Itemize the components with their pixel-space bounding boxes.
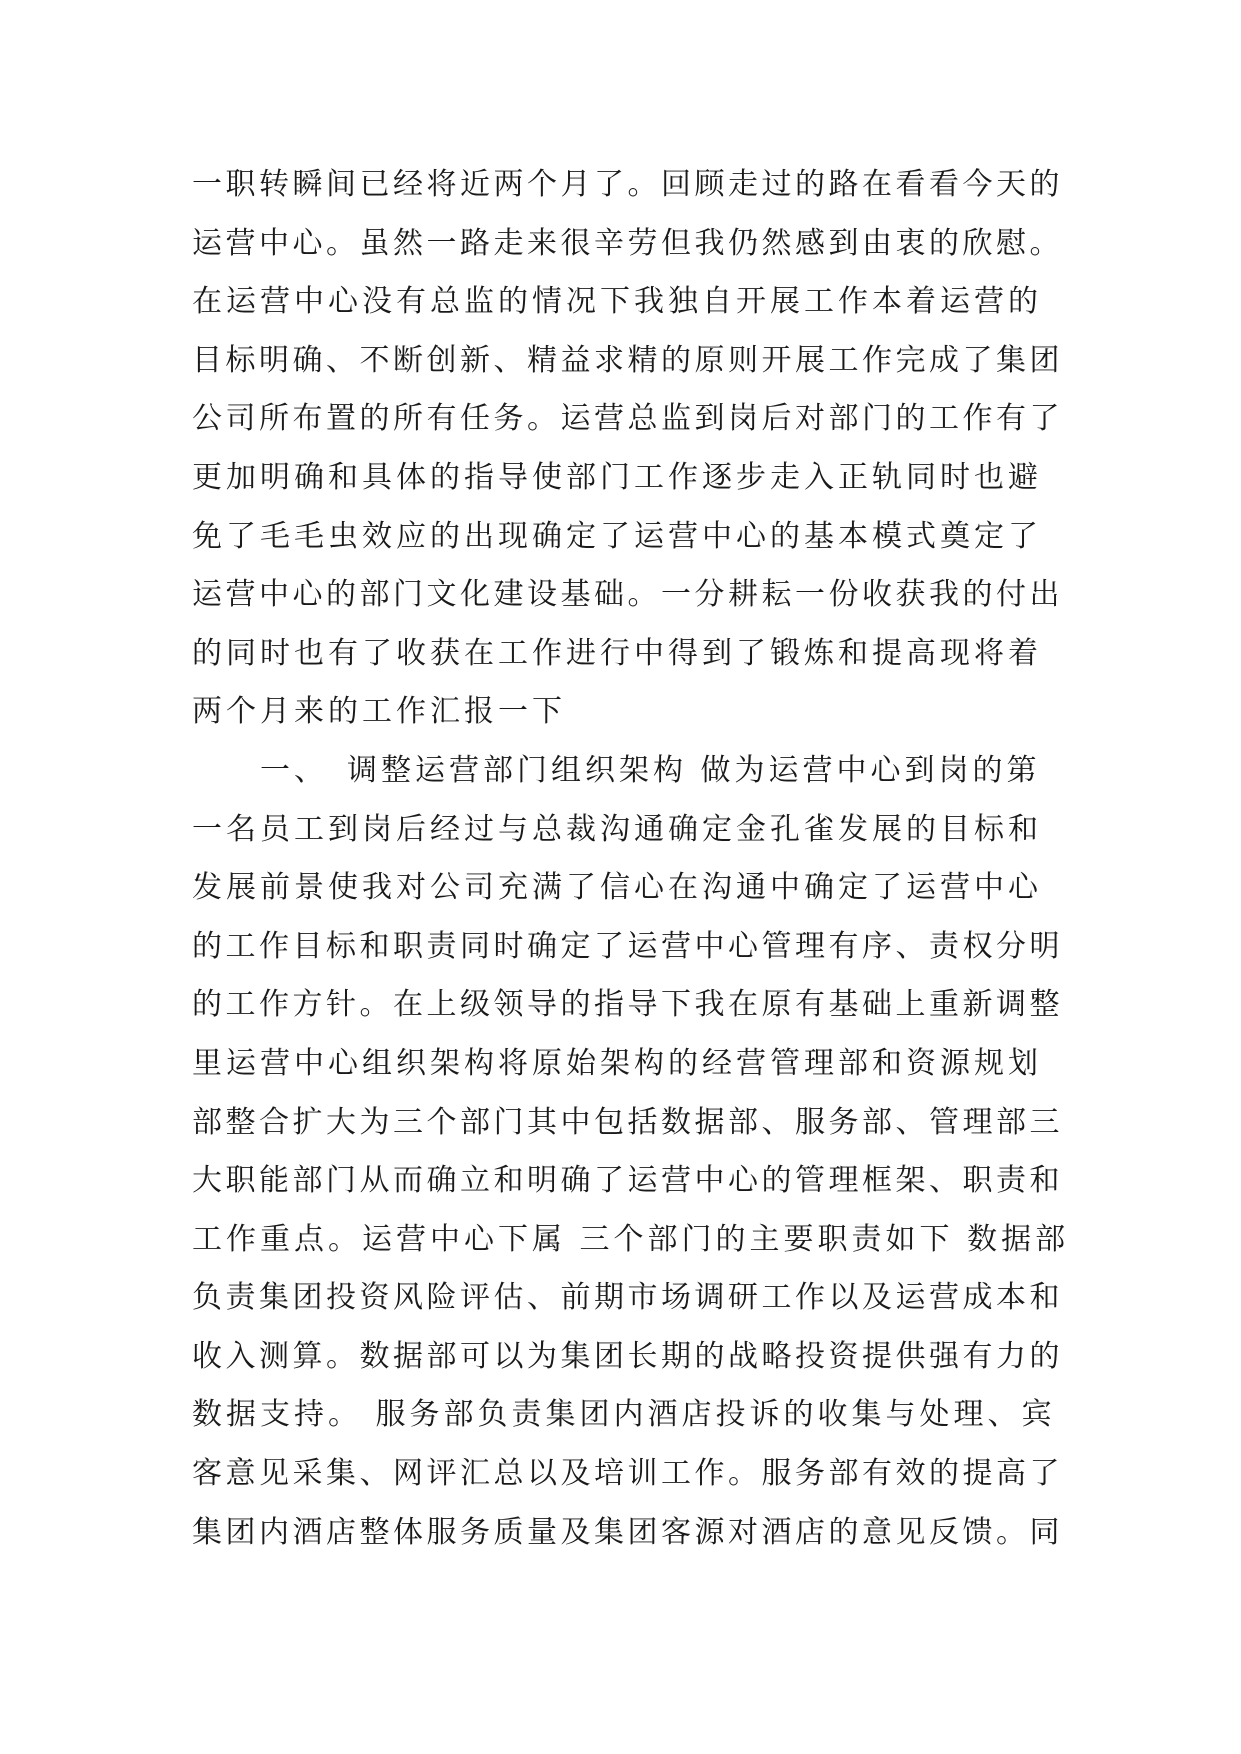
text-line: 部整合扩大为三个部门其中包括数据部、服务部、管理部三 [192, 1104, 1063, 1140]
text-line: 负责集团投资风险评估、前期市场调研工作以及运营成本和 [192, 1280, 1063, 1316]
text-line: 运营中心。虽然一路走来很辛劳但我仍然感到由衷的欣慰。 [192, 225, 1063, 261]
text-line: 工作重点。运营中心下属 三个部门的主要职责如下 数据部 [192, 1221, 1070, 1257]
text-line: 目标明确、不断创新、精益求精的原则开展工作完成了集团 [192, 342, 1063, 378]
text-line: 大职能部门从而确立和明确了运营中心的管理框架、职责和 [192, 1163, 1063, 1199]
text-line: 两个月来的工作汇报一下 [192, 694, 566, 730]
text-line: 一职转瞬间已经将近两个月了。回顾走过的路在看看今天的 [192, 167, 1063, 202]
text-line: 的同时也有了收获在工作进行中得到了锻炼和提高现将着 [192, 635, 1042, 671]
text-line: 的工作方针。在上级领导的指导下我在原有基础上重新调整 [192, 987, 1063, 1023]
text-line: 一名员工到岗后经过与总裁沟通确定金孔雀发展的目标和 [192, 811, 1042, 847]
text-line: 收入测算。数据部可以为集团长期的战略投资提供强有力的 [192, 1338, 1063, 1374]
text-line: 公司所布置的所有任务。运营总监到岗后对部门的工作有了 [192, 401, 1063, 437]
text-line: 的工作目标和职责同时确定了运营中心管理有序、责权分明 [192, 928, 1063, 964]
text-line: 发展前景使我对公司充满了信心在沟通中确定了运营中心 [192, 870, 1042, 906]
text-line: 一、 调整运营部门组织架构 做为运营中心到岗的第 [192, 752, 1041, 788]
text-line: 数据支持。 服务部负责集团内酒店投诉的收集与处理、宾 [192, 1397, 1056, 1433]
text-line: 集团内酒店整体服务质量及集团客源对酒店的意见反馈。同 [192, 1514, 1063, 1550]
text-line: 里运营中心组织架构将原始架构的经营管理部和资源规划 [192, 1045, 1042, 1081]
text-line: 运营中心的部门文化建设基础。一分耕耘一份收获我的付出 [192, 577, 1063, 613]
text-line: 在运营中心没有总监的情况下我独自开展工作本着运营的 [192, 284, 1042, 320]
text-line: 更加明确和具体的指导使部门工作逐步走入正轨同时也避 [192, 459, 1042, 495]
text-line: 客意见采集、网评汇总以及培训工作。服务部有效的提高了 [192, 1456, 1063, 1492]
text-line: 免了毛毛虫效应的出现确定了运营中心的基本模式奠定了 [192, 518, 1042, 554]
body-text [192, 156, 1072, 1562]
